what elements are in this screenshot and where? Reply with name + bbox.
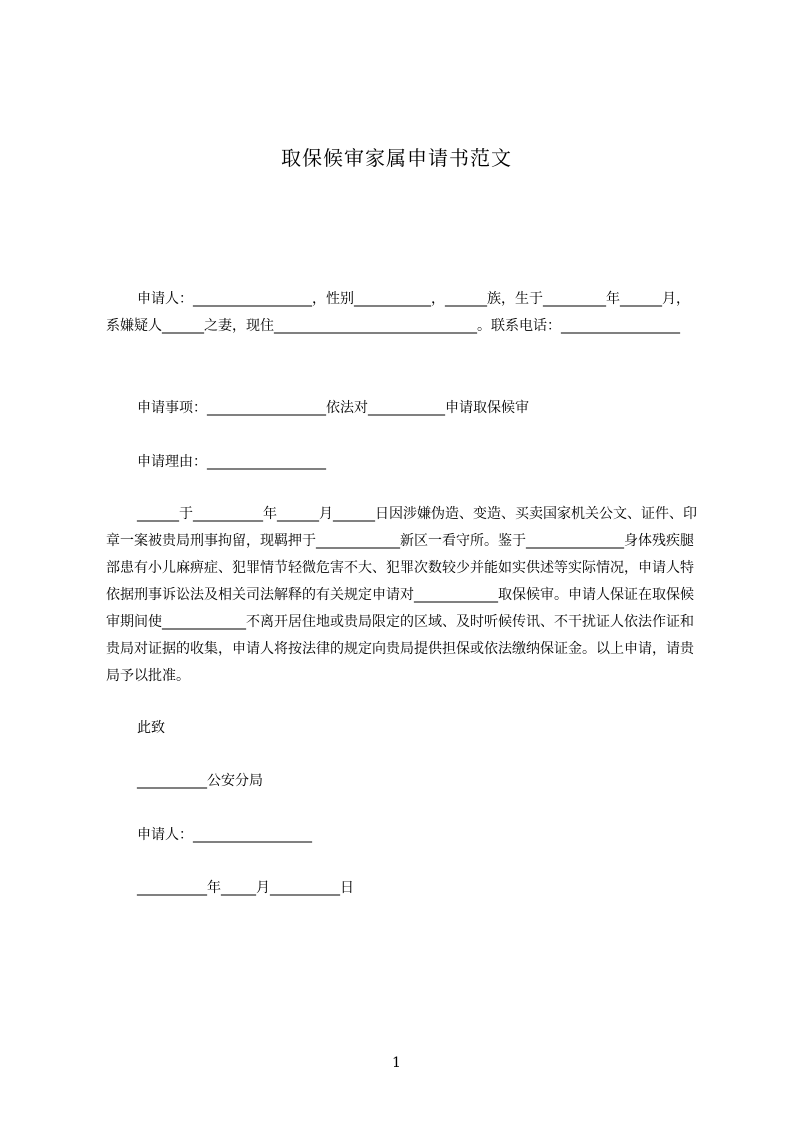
page-number: 1 xyxy=(392,1055,401,1071)
applicant-info-paragraph: 申请人：_________________，性别___________，______族，生于_________年______月，系嫌疑人______之妻，现住_____________________________。联系电话：_________________ xyxy=(106,291,690,334)
signature-line: 申请人：_________________ xyxy=(137,827,312,843)
application-reason-line: 申请理由：_________________ xyxy=(137,454,326,470)
document-title: 取保候审家属申请书范文 xyxy=(281,146,512,170)
reason-body-paragraph: ______于__________年______月______日因涉嫌伪造、变造、买卖国家机关公文、证件、印章一案被贵局刑事拘留，现羁押于____________新区一看守所。鉴于______________身体残疾腿部患有小儿麻痹症、犯罪情节轻微危害不大、犯罪次数较少并能如实供述等实际情况，申请人特依据刑事诉讼法及相关司法解释的有关规定申请对____________取保候审。申请人保证在取保候审期间使____________不离开居住地或贵局限定的区域、及时听候传讯、不干扰证人依法作证和贵局对证据的收集，申请人将按法律的规定向贵局提供担保或依法缴纳保证金。以上申请，请贵局予以批准。 xyxy=(106,506,697,684)
application-matter-line: 申请事项：_________________依法对___________申请取保候审 xyxy=(137,400,529,416)
salutation-line: 此致 xyxy=(137,720,165,736)
date-line: __________年_____月__________日 xyxy=(137,880,354,896)
recipient-line: __________公安分局 xyxy=(137,773,263,789)
